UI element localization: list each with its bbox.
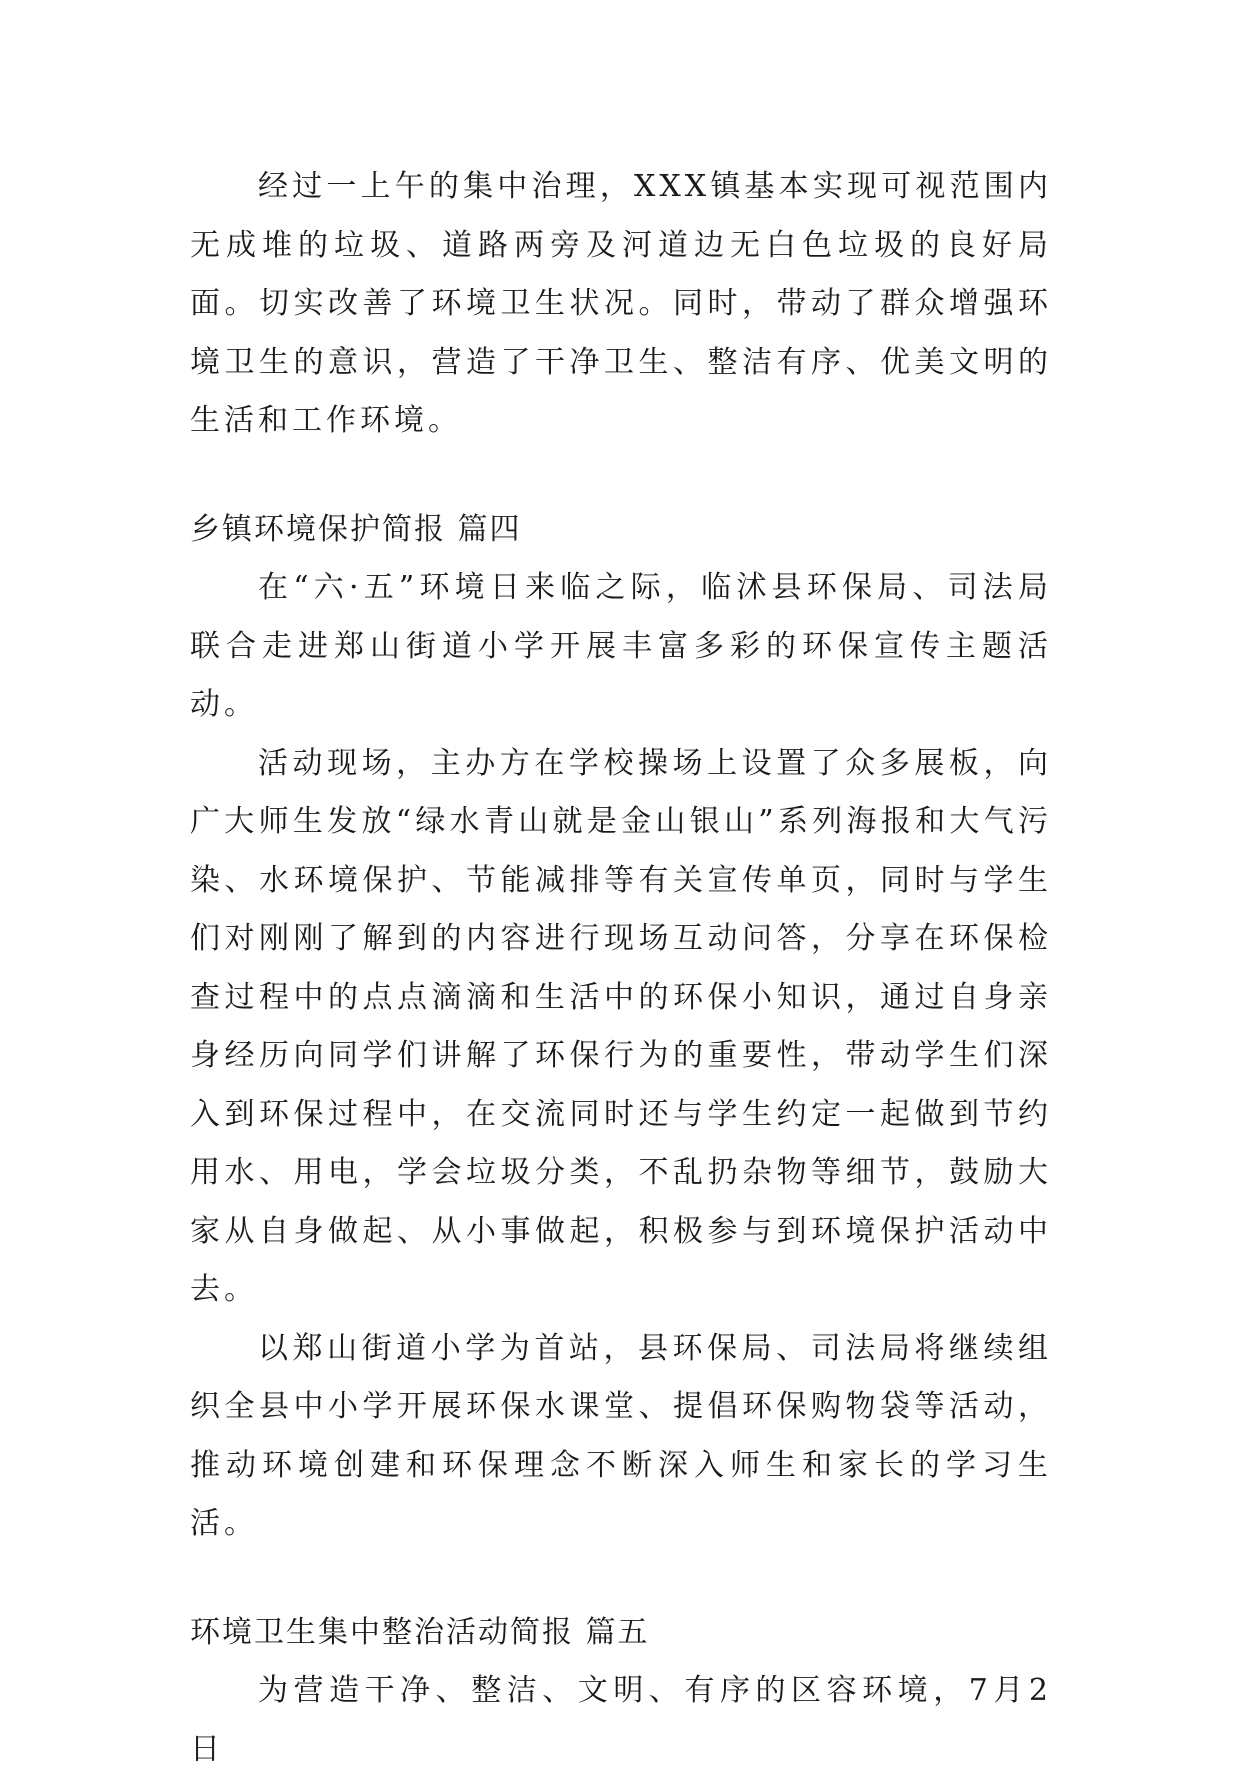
document-body xyxy=(190,158,1052,1779)
paragraph: 经过一上午的集中治理，XXX镇基本实现可视范围内无成堆的垃圾、道路两旁及河道边无白色垃圾的良好局面。切实改善了环境卫生状况。同时，带动了群众增强环境卫生的意识，营造了干净卫生、整洁有序、优美文明的生活和工作环境。 xyxy=(190,169,1052,438)
paragraph: 在“六·五”环境日来临之际，临沭县环保局、司法局联合走进郑山街道小学开展丰富多彩的环保宣传主题活动。 xyxy=(190,570,1052,722)
section-heading: 乡镇环境保护简报 篇四 xyxy=(190,511,522,547)
section-heading: 环境卫生集中整治活动简报 篇五 xyxy=(190,1614,650,1650)
paragraph: 为营造干净、整洁、文明、有序的区容环境，7月2日 xyxy=(190,1673,1052,1767)
paragraph: 活动现场，主办方在学校操场上设置了众多展板，向广大师生发放“绿水青山就是金山银山”系列海报和大气污染、水环境保护、节能减排等有关宣传单页，同时与学生们对刚刚了解到的内容进行现场互动问答，分享在环保检查过程中的点点滴滴和生活中的环保小知识，通过自身亲身经历向同学们讲解了环保行为的重要性，带动学生们深入到环保过程中，在交流同时还与学生约定一起做到节约用水、用电，学会垃圾分类，不乱扔杂物等细节，鼓励大家从自身做起、从小事做起，积极参与到环境保护活动中去。 xyxy=(190,745,1052,1307)
paragraph: 以郑山街道小学为首站，县环保局、司法局将继续组织全县中小学开展环保水课堂、提倡环保购物袋等活动，推动环境创建和环保理念不断深入师生和家长的学习生活。 xyxy=(190,1330,1052,1541)
